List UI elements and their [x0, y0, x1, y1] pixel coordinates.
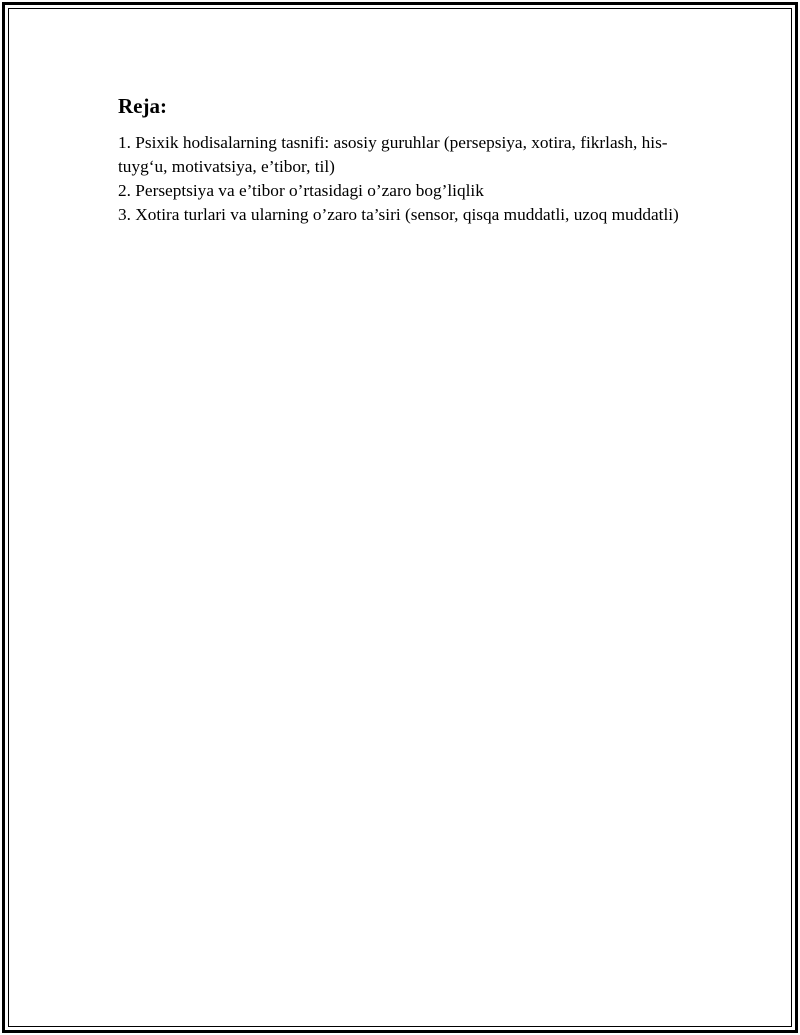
plan-item-3: 3. Xotira turlari va ularning o’zaro ta’siri (sensor, qisqa muddatli, uzoq muddatli) [118, 205, 679, 224]
plan-list [118, 131, 688, 227]
plan-item-1: 1. Psixik hodisalarning tasnifi: asosiy guruhlar (persepsiya, xotira, fikrlash, his-tuyg‘u, motivatsiya, e’tibor, til) [118, 133, 668, 176]
plan-heading: Reja: [118, 94, 167, 118]
plan-item-2: 2. Perseptsiya va e’tibor o’rtasidagi o’zaro bog’liqlik [118, 181, 484, 200]
document-body [118, 93, 688, 227]
